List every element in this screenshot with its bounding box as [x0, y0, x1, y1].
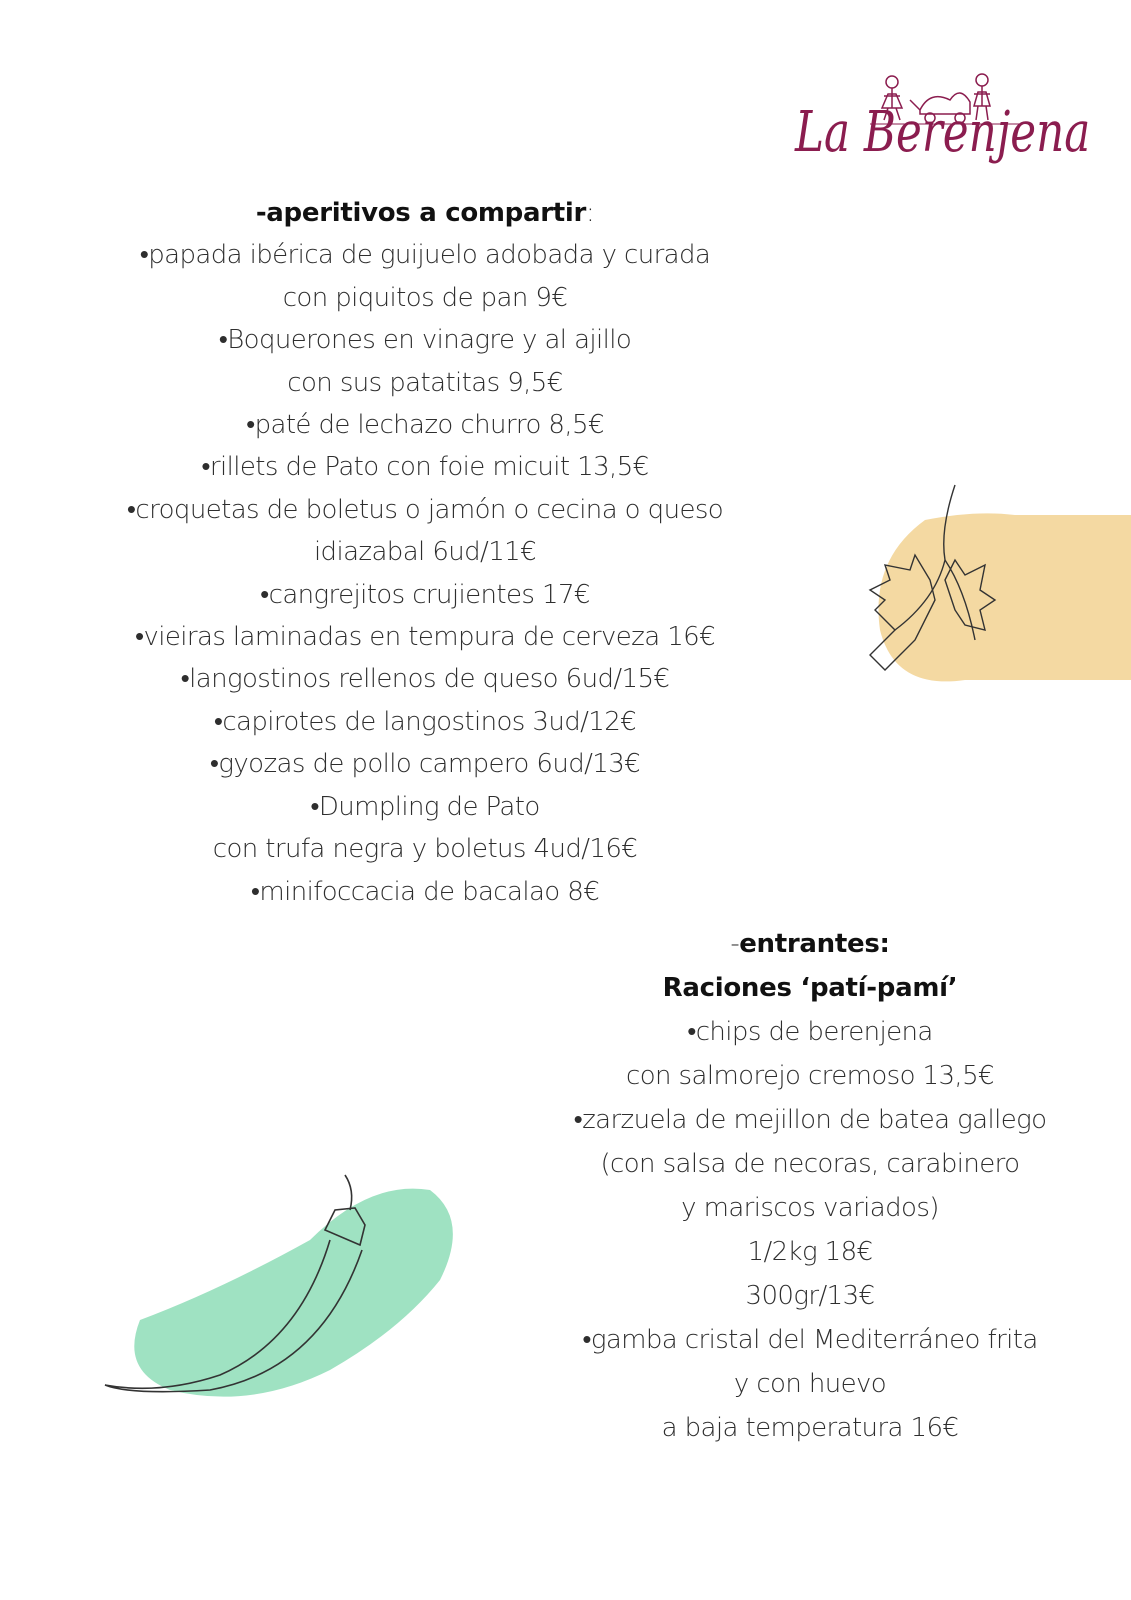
heading-prefix: - — [730, 929, 740, 959]
heading-text: entrantes: — [739, 929, 890, 959]
menu-line: •papada ibérica de guijuelo adobada y curada — [139, 240, 711, 271]
logo-text: La Berenjena — [795, 100, 1091, 165]
menu-line: con piquitos de pan 9€ — [282, 282, 568, 313]
menu-line: •Boquerones en vinagre y al ajillo — [218, 325, 632, 356]
menu-line: •capirotes de langostinos 3ud/12€ — [213, 706, 637, 737]
menu-line: •zarzuela de mejillon de batea gallego — [573, 1105, 1047, 1135]
menu-line: (con salsa de necoras, carabinero — [600, 1149, 1020, 1179]
menu-line: con sus patatitas 9,5€ — [287, 367, 563, 398]
menu-line: •vieiras laminadas en tempura de cerveza 16€ — [134, 622, 716, 653]
menu-line: •gyozas de pollo campero 6ud/13€ — [209, 749, 641, 780]
herb-illustration-icon — [855, 480, 1131, 700]
menu-line: 1/2kg 18€ — [747, 1237, 873, 1267]
menu-line: •minifoccacia de bacalao 8€ — [250, 876, 600, 907]
menu-line: •croquetas de boletus o jamón o cecina o queso — [126, 494, 724, 525]
aperitivos-section — [40, 192, 810, 913]
menu-line: 300gr/13€ — [745, 1281, 875, 1311]
heading-text: -aperitivos a compartir — [255, 198, 587, 228]
menu-line: •cangrejitos crujientes 17€ — [260, 579, 590, 610]
menu-line: y con huevo — [733, 1369, 887, 1399]
menu-line: a baja temperatura 16€ — [661, 1413, 959, 1443]
entrantes-section — [520, 922, 1100, 1450]
menu-line: con trufa negra y boletus 4ud/16€ — [212, 834, 638, 865]
menu-line: •langostinos rellenos de queso 6ud/15€ — [180, 664, 670, 695]
heading-suffix: : — [586, 198, 595, 228]
section-heading — [520, 922, 1100, 966]
menu-line: idiazabal 6ud/11€ — [313, 537, 537, 568]
menu-line: •chips de berenjena — [687, 1017, 933, 1047]
menu-line: y mariscos variados) — [681, 1193, 939, 1223]
menu-line: •rillets de Pato con foie micuit 13,5€ — [201, 452, 649, 483]
menu-line: •gamba cristal del Mediterráneo frita — [582, 1325, 1038, 1355]
menu-line: con salmorejo cremoso 13,5€ — [626, 1061, 994, 1091]
menu-line: •paté de lechazo churro 8,5€ — [246, 410, 604, 441]
section-heading — [40, 192, 810, 234]
pepper-illustration-icon — [100, 1170, 470, 1420]
section-subheading: Raciones ‘patí-pamí’ — [662, 973, 958, 1003]
menu-line: •Dumpling de Pato — [310, 791, 540, 822]
